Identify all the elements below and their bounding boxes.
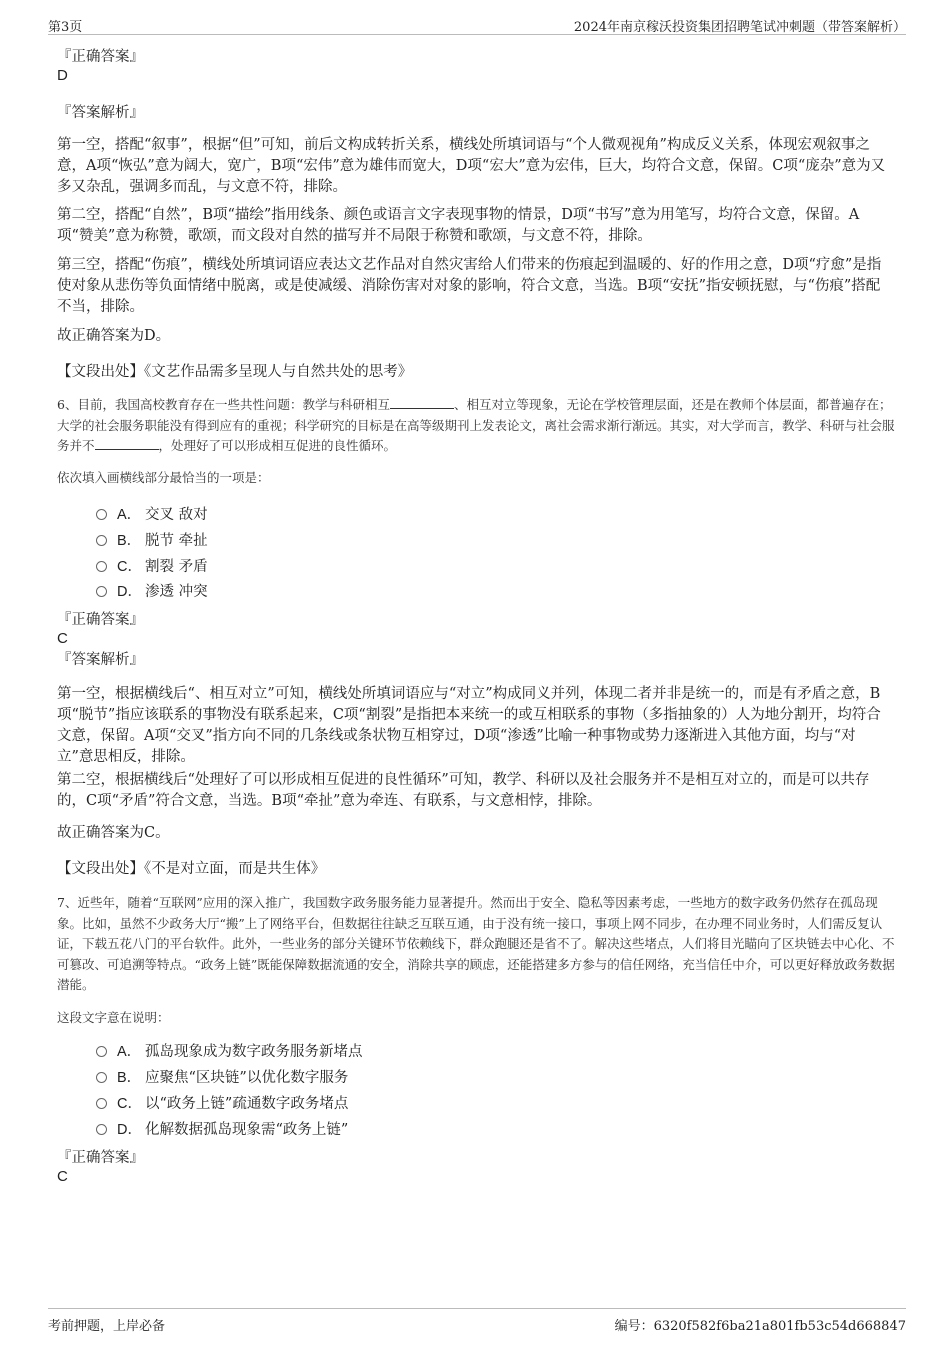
correct-answer-value: D [57,67,68,84]
fill-blank [390,396,454,409]
correct-answer-value: C [57,1168,68,1185]
option-d[interactable]: D． 渗透 冲突 [96,583,208,601]
analysis-paragraph: 第一空，根据横线后“、相互对立”可知，横线处所填词语应与“对立”构成同义并列，体现二者并非是统一的，而是有矛盾之意，B项“脱节”指应该联系的事物没有联系起来，C项“割裂”是指把本来统一的或互相联系的事物（多指抽象的）人为地分割开，均符合文意，保留。A项“交叉”指方向不同的几条线或条状物互相穿过，D项“渗透”比喻一种事物或势力逐渐进入其他方面，均与“对立”意思相反，排除。 [57,686,881,765]
radio-icon[interactable] [96,509,107,520]
radio-icon[interactable] [96,1046,107,1057]
radio-icon[interactable] [96,535,107,546]
option-a[interactable]: A． 交叉 敌对 [96,506,208,524]
footer-slogan: 考前押题，上岸必备 [48,1319,166,1334]
page-number: 第3页 [48,20,83,35]
analysis-conclusion: 故正确答案为D。 [57,328,171,344]
radio-icon[interactable] [96,1072,107,1083]
analysis-paragraph: 第三空，搭配“伤痕”，横线处所填词语应表达文艺作品对自然灾害给人们带来的伤痕起到温暖的、好的作用之意，D项“疗愈”是指使对象从悲伤等负面情绪中脱离，或是使减缓、消除伤害对对象的影响，符合文意，当选。B项“安抚”指安顿抚慰，与“伤痕”搭配不当，排除。 [57,257,882,315]
analysis-paragraph: 第一空，搭配“叙事”，根据“但”可知，前后文构成转折关系，横线处所填词语与“个人微观视角”构成反义关系，体现宏观叙事之意，A项“恢弘”意为阔大，宽广，B项“宏伟”意为雄伟而宽大，D项“宏大”意为宏伟，巨大，均符合文意，保留。C项“庞杂”意为又多又杂乱，强调多而乱，与文意不符，排除。 [57,137,886,195]
option-b[interactable]: B． 应聚焦“区块链”以优化数字服务 [96,1069,348,1087]
option-d[interactable]: D． 化解数据孤岛现象需“政务上链” [96,1121,348,1139]
option-c[interactable]: C． 割裂 矛盾 [96,558,208,576]
page-header [48,14,906,35]
analysis-label: 『答案解析』 [57,652,144,668]
radio-icon[interactable] [96,561,107,572]
question-stem: 7、近些年，随着“互联网”应用的深入推广，我国数字政务服务能力显著提升。然而出于安全、隐私等因素考虑，一些地方的数字政务仍然存在孤岛现象。比如，虽然不少政务大厅“搬”上了网络平台，但数据往往缺乏互联互通，由于没有统一接口，事项上网不同步，在办理不同业务时，人们需反复认证，下载五花八门的平台软件。此外，一些业务的部分关键环节依赖线下，群众跑腿还是省不了。解决这些堵点，人们将目光瞄向了区块链去中心化、不可篡改、可追溯等特点。“政务上链”既能保障数据流通的安全，消除共享的顾虑，还能搭建多方参与的信任网络，充当信任中介，可以更好释放政务数据潜能。 [57,895,895,992]
correct-answer-label: 『正确答案』 [57,612,144,628]
correct-answer-label: 『正确答案』 [57,1150,144,1166]
fill-blank [95,437,159,450]
document-code: 编号：6320f582f6ba21a801fb53c54d668847 [614,1319,906,1334]
source-citation: 【文段出处】《文艺作品需多呈现人与自然共处的思考》 [57,364,413,380]
analysis-paragraph: 第二空，根据横线后“处理好了可以形成相互促进的良性循环”可知，教学、科研以及社会服务并不是相互对立的，而是可以共存的，C项“矛盾”符合文意，当选。B项“牵扯”意为牵连、有联系，与文意相悖，排除。 [57,772,870,809]
option-c[interactable]: C． 以“政务上链”疏通数字政务堵点 [96,1095,348,1113]
question-prompt: 依次填入画横线部分最恰当的一项是： [57,470,270,485]
radio-icon[interactable] [96,1098,107,1109]
question-prompt: 这段文字意在说明： [57,1010,170,1025]
analysis-label: 『答案解析』 [57,105,144,121]
analysis-paragraph: 第二空，搭配“自然”，B项“描绘”指用线条、颜色或语言文字表现事物的情景，D项“书写”意为用笔写，均符合文意，保留。A项“赞美”意为称赞，歌颂，而文段对自然的描写并不局限于称赞和歌颂，与文意不符，排除。 [57,207,860,244]
source-citation: 【文段出处】《不是对立面，而是共生体》 [57,861,326,877]
radio-icon[interactable] [96,586,107,597]
question-stem: 6、目前，我国高校教育存在一些共性问题：教学与科研相互 、相互对立等现象，无论在学校管理层面，还是在教师个体层面，都普遍存在；大学的社会服务职能没有得到应有的重视；科学研究的目标是在高等级期刊上发表论文，离社会需求渐行渐远。其实，对大学而言，教学、科研与社会服务并不 ，处理好了可以形成相互促进的良性循环。 [57,397,895,453]
radio-icon[interactable] [96,1124,107,1135]
option-b[interactable]: B． 脱节 牵扯 [96,532,208,550]
correct-answer-label: 『正确答案』 [57,49,144,65]
option-a[interactable]: A． 孤岛现象成为数字政务服务新堵点 [96,1043,363,1061]
correct-answer-value: C [57,630,68,647]
page-footer [48,1308,906,1333]
document-title: 2024年南京稼沃投资集团招聘笔试冲刺题（带答案解析） [573,20,906,35]
analysis-conclusion: 故正确答案为C。 [57,825,170,841]
